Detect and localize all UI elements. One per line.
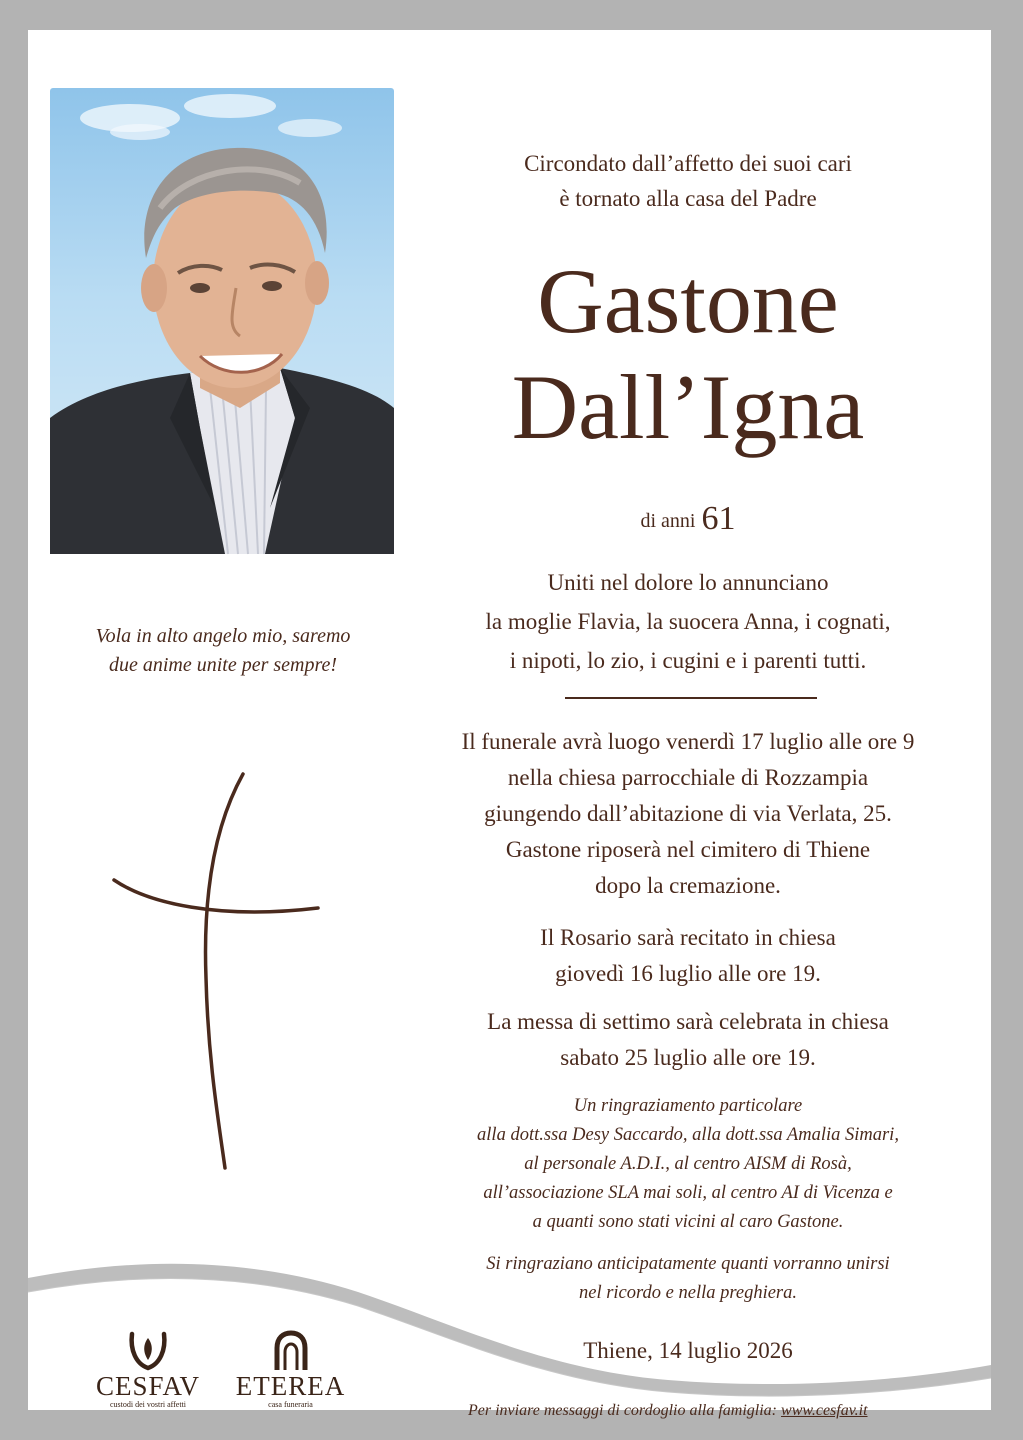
advance-thanks-line: nel ricordo e nella preghiera.: [578, 1283, 798, 1303]
obituary-page: [28, 30, 991, 1419]
cesfav-tagline: custodi dei vostri affetti: [109, 1400, 187, 1409]
age-label: di anni: [640, 510, 696, 532]
rosary-text: [408, 920, 968, 992]
mass-line: sabato 25 luglio alle ore 19.: [560, 1045, 816, 1070]
portrait-photo: [50, 88, 394, 554]
announcement-line: la moglie Flavia, la suocera Anna, i cognati,: [485, 609, 891, 634]
announcement-line: Uniti nel dolore lo annunciano: [547, 570, 829, 595]
thanks-line: al personale A.D.I., al centro AISM di Rosà,: [524, 1154, 852, 1174]
funeral-line: Gastone riposerà nel cimitero di Thiene: [505, 837, 871, 862]
announcement-line: i nipoti, lo zio, i cugini e i parenti tutti.: [509, 648, 867, 673]
intro-line: è tornato alla casa del Padre: [559, 186, 817, 211]
thanks-line: Un ringraziamento particolare: [573, 1096, 803, 1116]
deceased-name: [408, 248, 968, 460]
website-link[interactable]: www.cesfav.it: [781, 1402, 868, 1419]
eterea-logo: [228, 1330, 353, 1409]
last-name: Dall’Igna: [511, 356, 865, 458]
first-name: Gastone: [537, 250, 839, 352]
quote-line: due anime unite per sempre!: [108, 654, 338, 676]
thanks-line: a quanti sono stati vicini al caro Gastone.: [532, 1212, 844, 1232]
condolence-footer: [468, 1402, 868, 1420]
advance-thanks-line: Si ringraziano anticipatamente quanti vorranno unirsi: [486, 1254, 890, 1274]
cross-icon: [108, 768, 338, 1188]
funeral-line: nella chiesa parrocchiale di Rozzampia: [507, 765, 869, 790]
announcement-text: [408, 563, 968, 680]
thanks-text: [408, 1092, 968, 1237]
cesfav-name: CESFAV: [95, 1371, 201, 1401]
dedication-quote: [48, 622, 398, 680]
thanks-line: all’associazione SLA mai soli, al centro AI di Vicenza e: [483, 1183, 893, 1203]
logos: [88, 1330, 378, 1410]
divider-line: [565, 697, 817, 699]
eterea-tagline: casa funeraria: [268, 1400, 313, 1409]
funeral-text: [408, 724, 968, 904]
intro-line: Circondato dall’affetto dei suoi cari: [524, 151, 852, 176]
funeral-line: dopo la cremazione.: [595, 873, 781, 898]
funeral-line: giungendo dall’abitazione di via Verlata, 25.: [484, 801, 892, 826]
footer-text: Per inviare messaggi di cordoglio alla famiglia:: [468, 1402, 778, 1419]
intro-text: [408, 146, 968, 216]
mass-text: [408, 1004, 968, 1076]
rosary-line: Il Rosario sarà recitato in chiesa: [540, 925, 836, 950]
place-date: Thiene, 14 luglio 2026: [583, 1338, 793, 1363]
thanks-line: alla dott.ssa Desy Saccardo, alla dott.ssa Amalia Simari,: [477, 1125, 899, 1145]
eterea-arch-icon: [269, 1330, 313, 1372]
eterea-name: ETEREA: [235, 1371, 346, 1401]
age-line: [408, 500, 968, 538]
rosary-line: giovedì 16 luglio alle ore 19.: [555, 961, 821, 986]
quote-line: Vola in alto angelo mio, saremo: [95, 625, 351, 647]
mass-line: La messa di settimo sarà celebrata in chiesa: [487, 1009, 889, 1034]
advance-thanks-text: [408, 1250, 968, 1308]
age-value: 61: [701, 500, 736, 537]
cesfav-flame-icon: [126, 1330, 170, 1372]
funeral-line: Il funerale avrà luogo venerdì 17 luglio alle ore 9: [461, 729, 915, 754]
cesfav-logo: [90, 1330, 206, 1409]
